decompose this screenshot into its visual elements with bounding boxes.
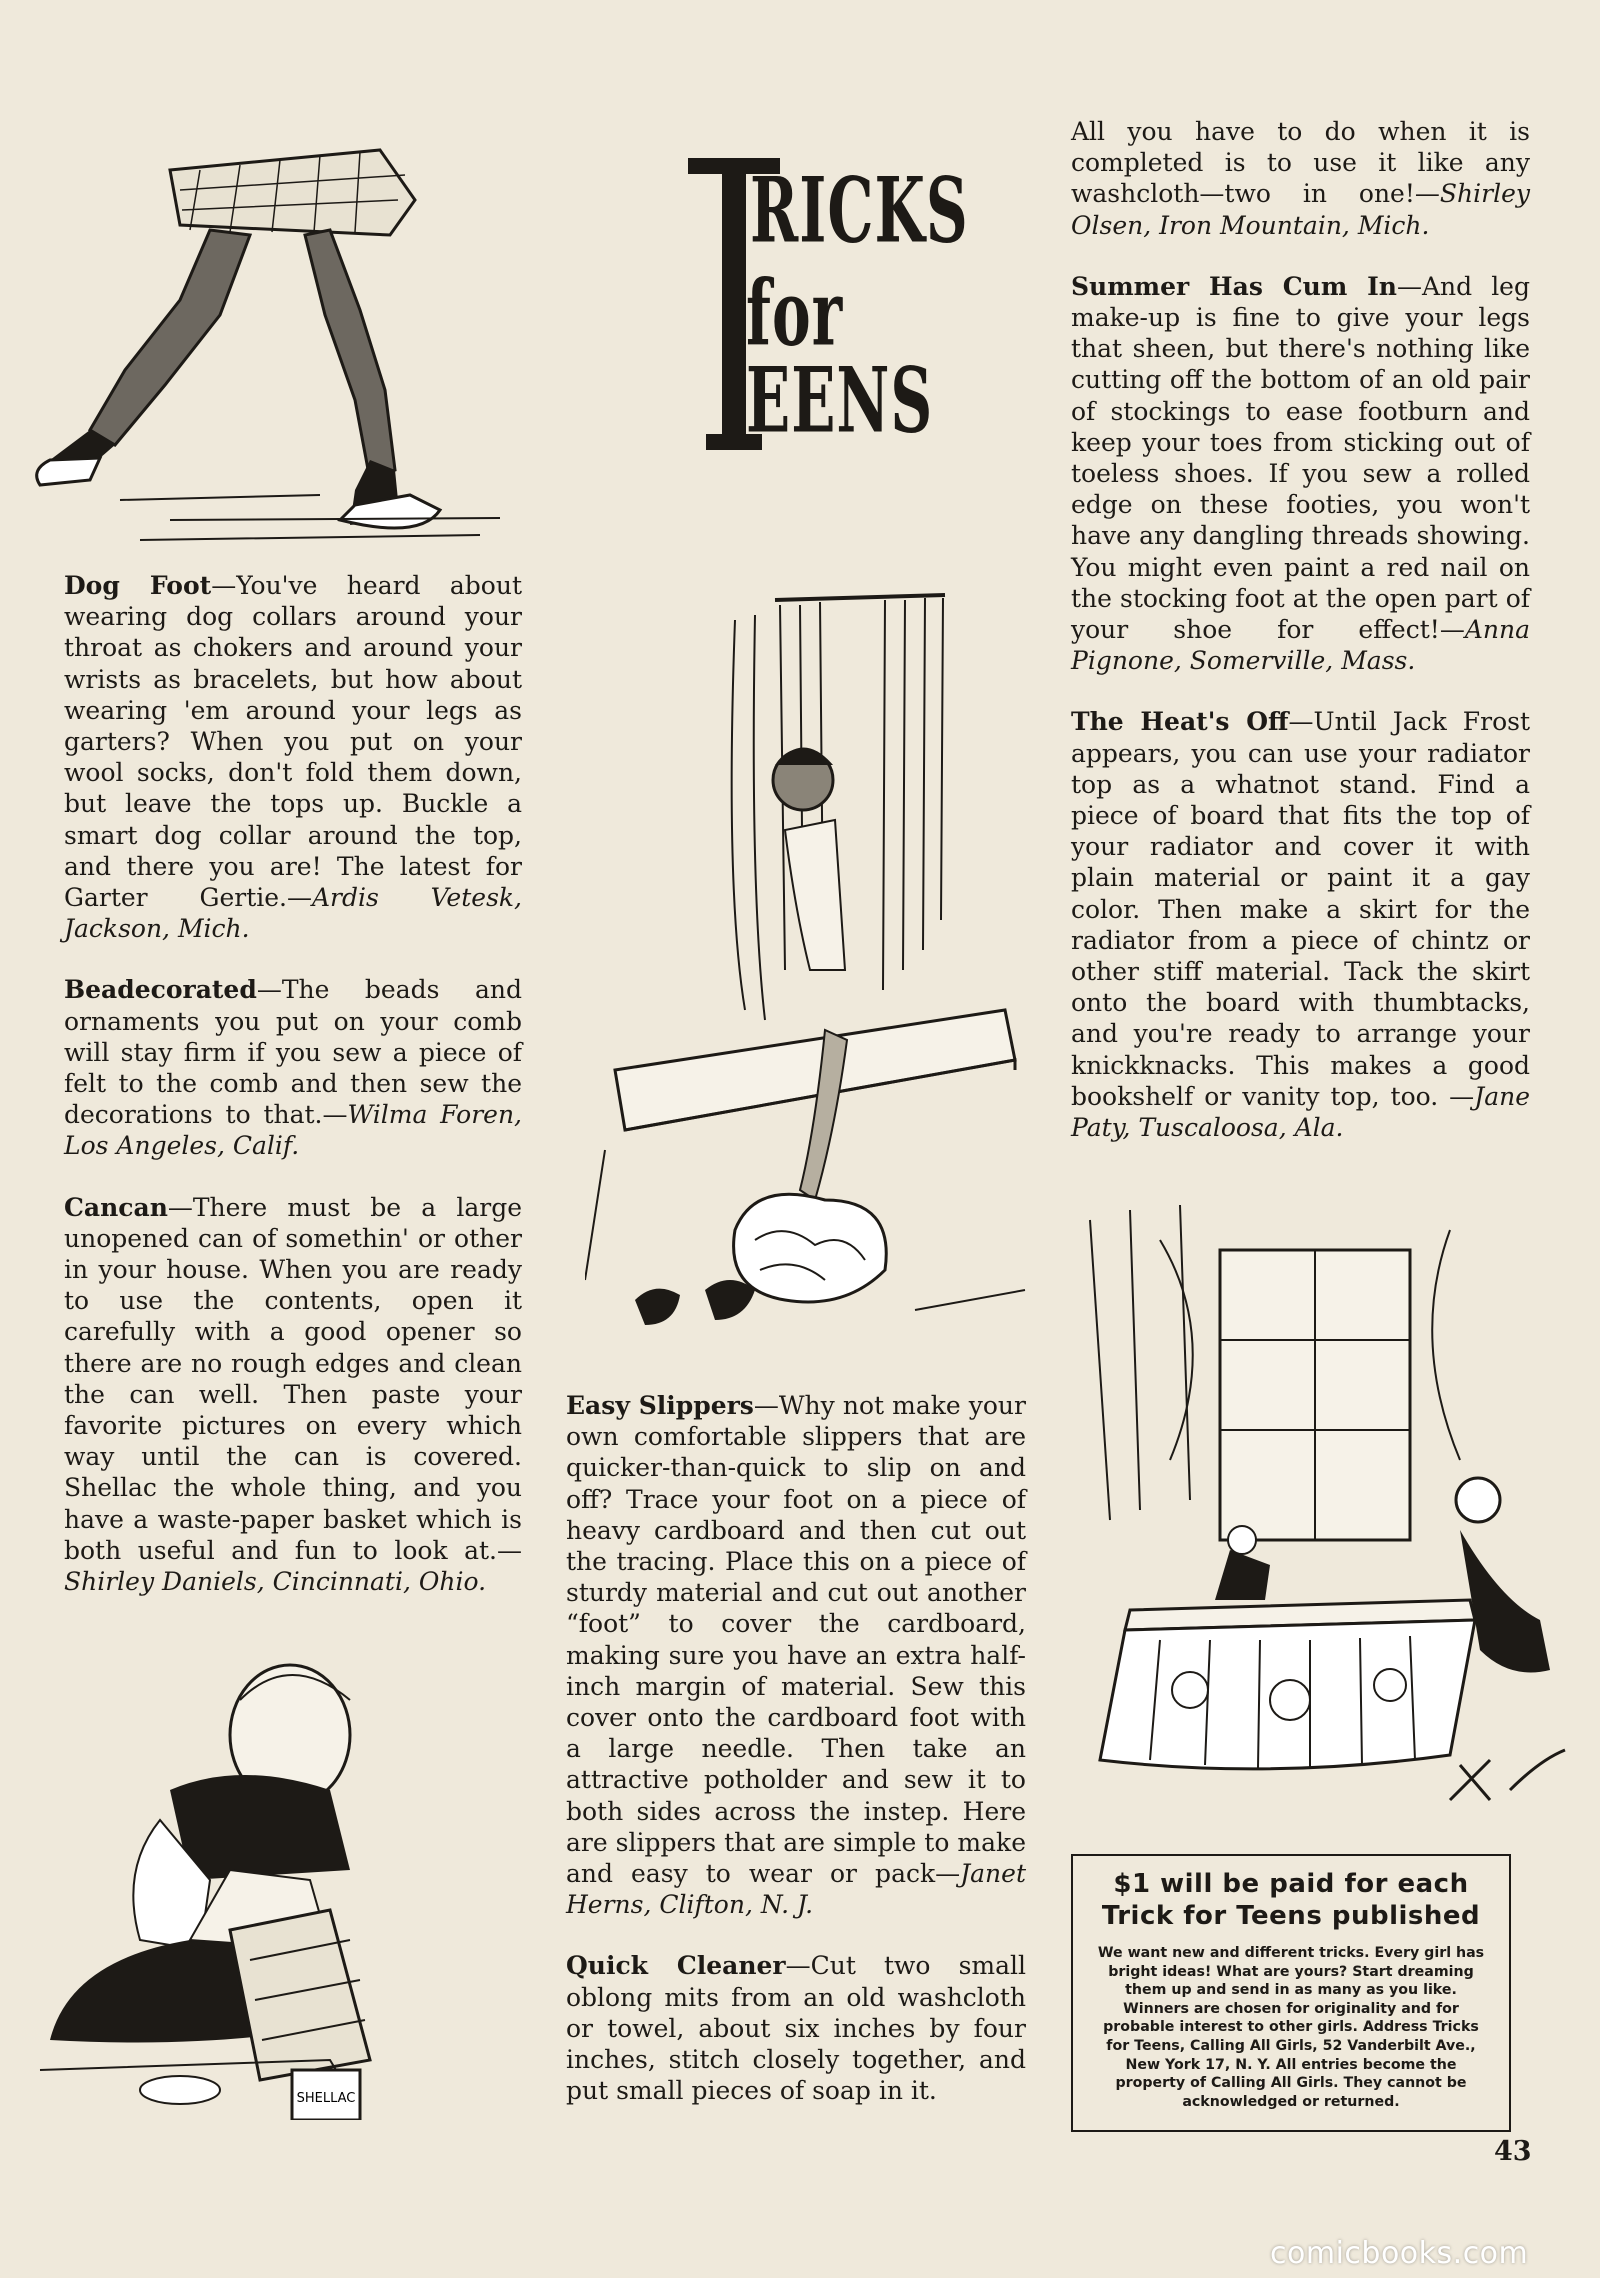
submission-notice (1071, 1854, 1511, 2132)
cancan-illustration (30, 1640, 530, 2120)
watermark: comicbooks.com (1270, 2236, 1529, 2271)
page-number: 43 (1494, 2136, 1532, 2167)
notice-body: We want new and different tricks. Every girl has bright ideas! What are yours? Start dreaming them up and send in as many as you like. Winners are chosen for originality and for probable interest to other girls. Address Tricks for Teens, Calling All Girls, 52 Vanderbilt Ave., New York 17, N. Y. All entries become the property of Calling All Girls. They cannot be acknowledged or returned. (1097, 1945, 1485, 2110)
article-easy-slippers: Easy Slippers—Why not make your own comfortable slippers that are quicker-than-quick to slip on and off? Trace your foot on a piece of heavy cardboard and then cut out the tracing. Place this on a piece of sturdy material and cut out another “foot” to cover the cardboard, making sure you have an extra half-inch margin of material. Sew this cover onto the cardboard foot with a large needle. Then take an attractive potholder and sew it to both sides across the instep. Here are slippers that are simple to make and easy to wear or pack—Janet Herns, Clifton, N. J. (566, 1391, 1026, 1920)
title-word-2: for (746, 261, 844, 367)
legs-illustration (20, 140, 560, 560)
title-word-1: RICKS (750, 158, 969, 264)
shower-illustration (585, 590, 1055, 1360)
column-right (1071, 116, 1530, 1173)
article-cancan: Cancan—There must be a large unopened can of somethin' or other in your house. When you are ready to use the contents, open it carefully with a good opener so there are no rough edges and clean the can well. Then paste your favorite pictures on every which way until the can is covered. Shellac the whole thing, and you have a waste-paper basket which is both useful and fun to look at.—Shirley Daniels, Cincinnati, Ohio. (64, 1192, 522, 1597)
article-quick-cleaner: Quick Cleaner—Cut two small oblong mits from an old washcloth or towel, about six inches by four inches, stitch closely together, and put small pieces of soap in it. (566, 1951, 1026, 2106)
article-dog-foot: Dog Foot—You've heard about wearing dog collars around your throat as chokers and around your wrists as bracelets, but how about wearing 'em around your legs as garters? When you put on your wool socks, don't fold them down, but leave the tops up. Buckle a smart dog collar around the top, and there you are! The latest for Garter Gertie.—Ardis Vetesk, Jackson, Mich. (64, 571, 522, 944)
page-title (688, 158, 969, 454)
column-middle (566, 1390, 1026, 2136)
article-heats-off: The Heat's Off—Until Jack Frost appears, you can use your radiator top as a whatnot stand. Find a piece of board that fits the top of your radiator and cover it with plain material or paint it a gay color. Then make a skirt for the radiator from a piece of chintz or other stiff material. Tack the skirt onto the board with thumbtacks, and you're ready to arrange your knickknacks. This makes a good bookshelf or vanity top, too. —Jane Paty, Tuscaloosa, Ala. (1071, 707, 1530, 1143)
radiator-illustration (1070, 1200, 1570, 1840)
shellac-can-label: SHELLAC (296, 2091, 356, 2106)
title-word-3: EENS (746, 348, 934, 454)
notice-heading-line2: Trick for Teens published (1101, 1901, 1481, 1931)
article-summer-has-cum-in: Summer Has Cum In—And leg make-up is fine to give your legs that sheen, but there's nothing like cutting off the bottom of an old pair of stockings to ease footburn and keep your toes from sticking out of toeless shoes. If you sew a rolled edge on these footies, you won't have any dangling threads showing. You might even paint a red nail on the stocking foot at the open part of your shoe for effect!—Anna Pignone, Somerville, Mass. (1071, 271, 1530, 676)
article-continuation: All you have to do when it is completed is to use it like any washcloth—two in one!—Shirley Olsen, Iron Mountain, Mich. (1071, 117, 1530, 240)
column-left (64, 570, 522, 1627)
notice-heading-line1: $1 will be paid for each (1113, 1869, 1469, 1899)
article-beadecorated: Beadecorated—The beads and ornaments you put on your comb will stay firm if you sew a piece of felt to the comb and then sew the decorations to that.—Wilma Foren, Los Angeles, Calif. (64, 975, 522, 1161)
